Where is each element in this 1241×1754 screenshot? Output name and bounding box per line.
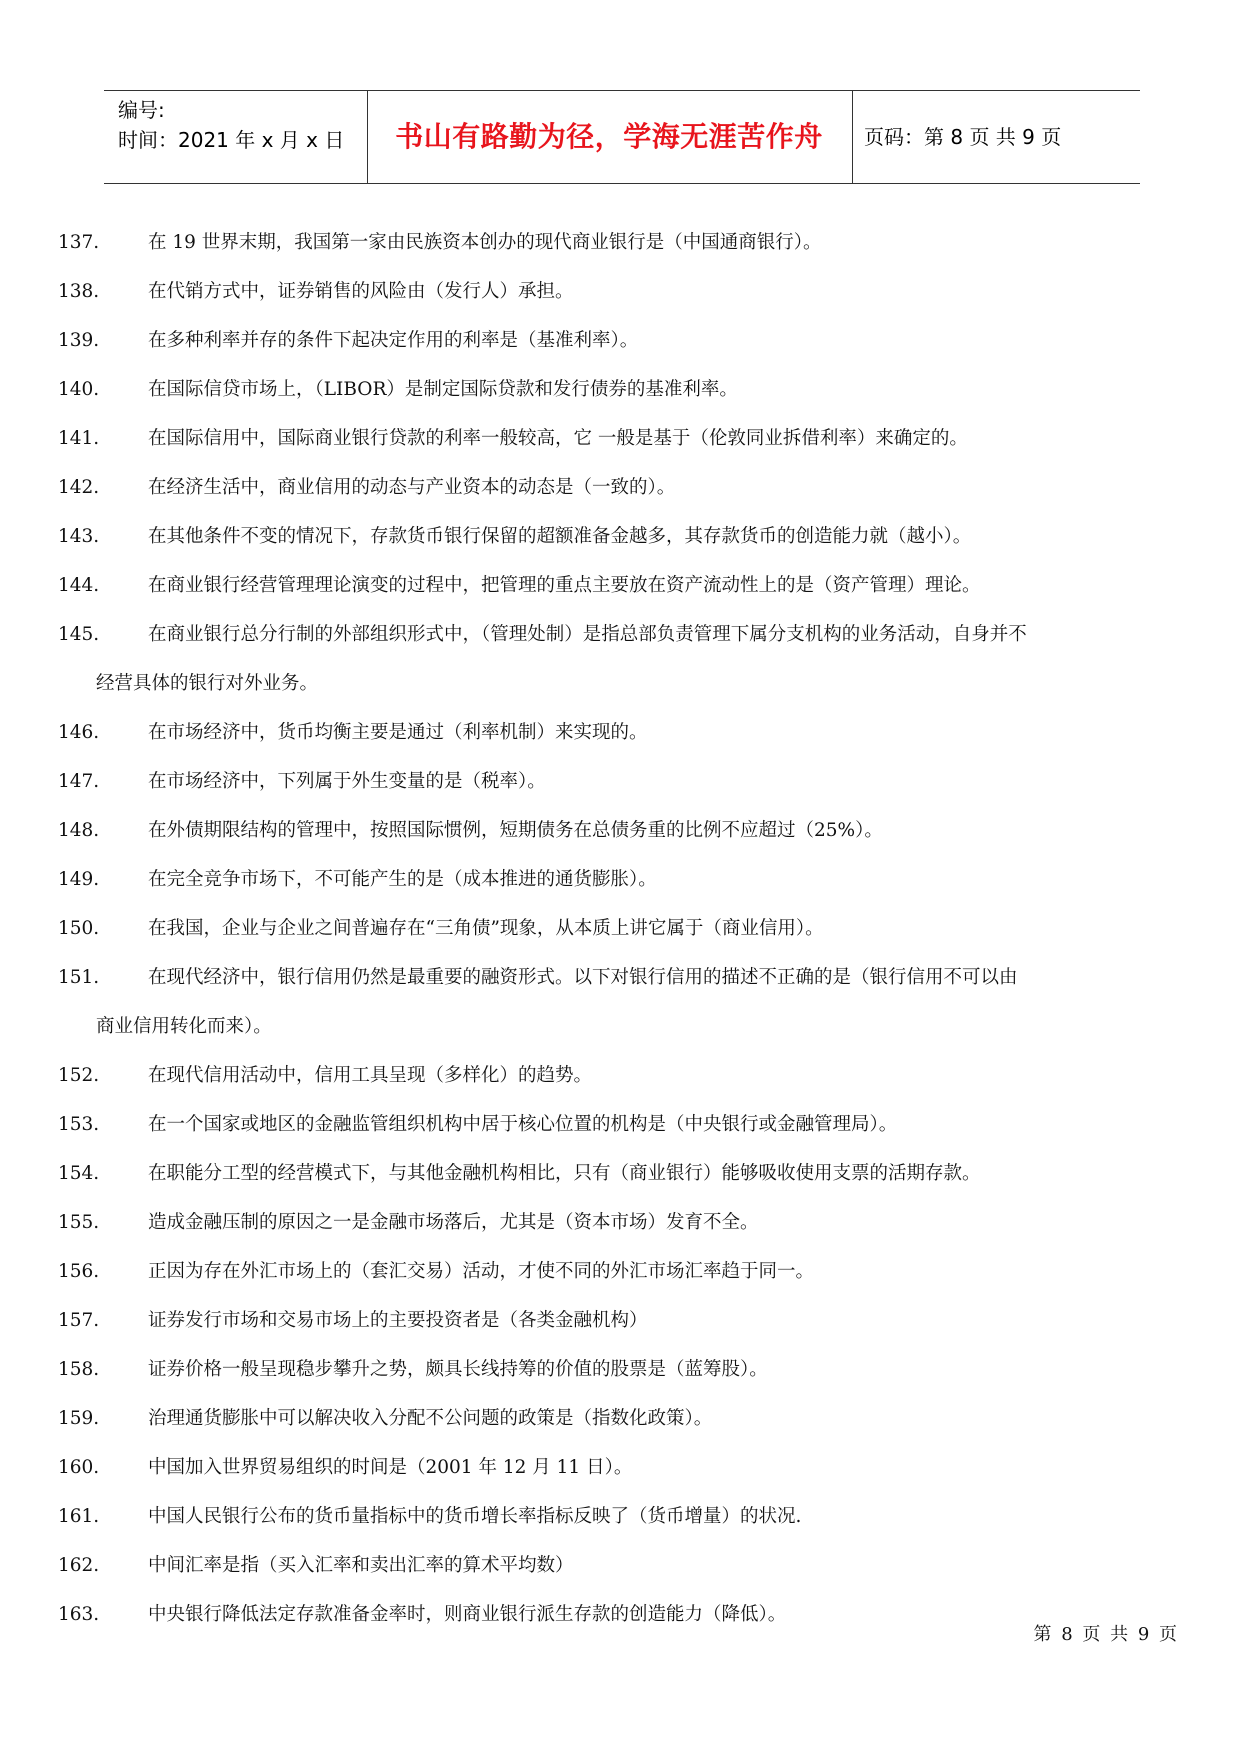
list-item [58, 610, 1184, 708]
list-item [58, 1492, 1184, 1541]
item-text: 在国际信用中，国际商业银行贷款的利率一般较高，它 一般是基于（伦敦同业拆借利率）来确定的。 [148, 428, 968, 449]
item-number: 147. [58, 771, 100, 792]
header-page-number: 页码：第 8 页 共 9 页 [864, 125, 1062, 149]
item-text: 在商业银行总分行制的外部组织形式中，（管理处制）是指总部负责管理下属分支机构的业务活动，自身并不 [148, 624, 1027, 645]
item-text: 在 19 世界末期，我国第一家由民族资本创办的现代商业银行是（中国通商银行）。 [148, 232, 822, 253]
list-item [58, 561, 1184, 610]
item-number: 163. [58, 1604, 100, 1625]
list-item [58, 316, 1184, 365]
item-text: 正因为存在外汇市场上的（套汇交易）活动，才使不同的外汇市场汇率趋于同一。 [148, 1261, 815, 1282]
item-number: 141. [58, 428, 100, 449]
list-item [58, 1345, 1184, 1394]
item-text: 证券价格一般呈现稳步攀升之势，颇具长线持筹的价值的股票是（蓝筹股）。 [148, 1359, 768, 1380]
item-text: 在其他条件不变的情况下，存款货币银行保留的超额准备金越多，其存款货币的创造能力就（越小）。 [148, 526, 972, 547]
list-item [58, 1149, 1184, 1198]
item-number: 148. [58, 820, 100, 841]
list-item [58, 414, 1184, 463]
item-number: 157. [58, 1310, 100, 1331]
list-item [58, 267, 1184, 316]
item-number: 140. [58, 379, 100, 400]
item-text: 在现代信用活动中，信用工具呈现（多样化）的趋势。 [148, 1065, 593, 1086]
list-item [58, 218, 1184, 267]
item-number: 151. [58, 967, 100, 988]
item-text: 在完全竞争市场下，不可能产生的是（成本推进的通货膨胀）。 [148, 869, 657, 890]
list-item [58, 953, 1184, 1051]
item-text: 在市场经济中，货币均衡主要是通过（利率机制）来实现的。 [148, 722, 648, 743]
item-text: 治理通货膨胀中可以解决收入分配不公问题的政策是（指数化政策）。 [148, 1408, 713, 1429]
list-item [58, 1051, 1184, 1100]
item-number: 153. [58, 1114, 100, 1135]
list-item [58, 757, 1184, 806]
item-text: 在现代经济中，银行信用仍然是最重要的融资形式。以下对银行信用的描述不正确的是（银行信用不可以由 [148, 967, 1018, 988]
item-text: 在职能分工型的经营模式下，与其他金融机构相比，只有（商业银行）能够吸收使用支票的活期存款。 [148, 1163, 981, 1184]
list-item [58, 1443, 1184, 1492]
item-text: 在多种利率并存的条件下起决定作用的利率是（基准利率）。 [148, 330, 639, 351]
item-number: 150. [58, 918, 100, 939]
item-number: 146. [58, 722, 100, 743]
list-item [58, 806, 1184, 855]
item-text-continuation: 商业信用转化而来）。 [96, 1016, 272, 1037]
list-item [58, 904, 1184, 953]
list-item [58, 463, 1184, 512]
item-number: 142. [58, 477, 100, 498]
list-item [58, 1198, 1184, 1247]
question-list [58, 218, 1184, 1639]
header-info [118, 95, 344, 155]
item-text: 在一个国家或地区的金融监管组织机构中居于核心位置的机构是（中央银行或金融管理局）。 [148, 1114, 898, 1135]
item-number: 154. [58, 1163, 100, 1184]
list-item [58, 708, 1184, 757]
item-text: 在市场经济中，下列属于外生变量的是（税率）。 [148, 771, 546, 792]
item-text: 中国加入世界贸易组织的时间是（2001 年 12 月 11 日）。 [148, 1457, 633, 1478]
item-number: 139. [58, 330, 100, 351]
item-number: 155. [58, 1212, 100, 1233]
item-number: 144. [58, 575, 100, 596]
list-item [58, 1590, 1184, 1639]
list-item [58, 1394, 1184, 1443]
item-number: 161. [58, 1506, 100, 1527]
item-number: 156. [58, 1261, 100, 1282]
list-item [58, 1100, 1184, 1149]
item-text: 在我国，企业与企业之间普遍存在“三角债”现象，从本质上讲它属于（商业信用）。 [148, 918, 824, 939]
item-number: 158. [58, 1359, 100, 1380]
footer-page-number: 第 8 页 共 9 页 [1033, 1624, 1177, 1645]
header-divider-right [852, 91, 853, 183]
item-number: 138. [58, 281, 100, 302]
list-item [58, 365, 1184, 414]
item-number: 160. [58, 1457, 100, 1478]
list-item [58, 855, 1184, 904]
item-text: 在经济生活中，商业信用的动态与产业资本的动态是（一致的）。 [148, 477, 676, 498]
item-number: 145. [58, 624, 100, 645]
item-text: 中国人民银行公布的货币量指标中的货币增长率指标反映了（货币增量）的状况. [148, 1506, 802, 1527]
page-header [104, 90, 1140, 184]
item-number: 149. [58, 869, 100, 890]
list-item [58, 1296, 1184, 1345]
list-item [58, 512, 1184, 561]
item-text: 在商业银行经营管理理论演变的过程中，把管理的重点主要放在资产流动性上的是（资产管理）理论。 [148, 575, 981, 596]
item-number: 137. [58, 232, 100, 253]
serial-label: 编号: [118, 98, 165, 122]
item-text: 在国际信贷市场上，（LIBOR）是制定国际贷款和发行债券的基准利率。 [148, 379, 738, 400]
item-number: 152. [58, 1065, 100, 1086]
list-item [58, 1541, 1184, 1590]
header-motto: 书山有路勤为径，学海无涯苦作舟 [395, 120, 823, 153]
item-number: 143. [58, 526, 100, 547]
list-item [58, 1247, 1184, 1296]
item-text: 在外债期限结构的管理中，按照国际惯例，短期债务在总债务重的比例不应超过（25%）。 [148, 820, 883, 841]
item-text: 中央银行降低法定存款准备金率时，则商业银行派生存款的创造能力（降低）。 [148, 1604, 787, 1625]
item-text: 造成金融压制的原因之一是金融市场落后，尤其是（资本市场）发育不全。 [148, 1212, 759, 1233]
item-number: 162. [58, 1555, 100, 1576]
item-text: 中间汇率是指（买入汇率和卖出汇率的算术平均数） [148, 1555, 574, 1576]
time-label: 时间：2021 年 x 月 x 日 [118, 128, 345, 152]
item-text: 在代销方式中，证券销售的风险由（发行人）承担。 [148, 281, 574, 302]
item-text-continuation: 经营具体的银行对外业务。 [96, 673, 319, 694]
item-text: 证券发行市场和交易市场上的主要投资者是（各类金融机构） [148, 1310, 648, 1331]
item-number: 159. [58, 1408, 100, 1429]
